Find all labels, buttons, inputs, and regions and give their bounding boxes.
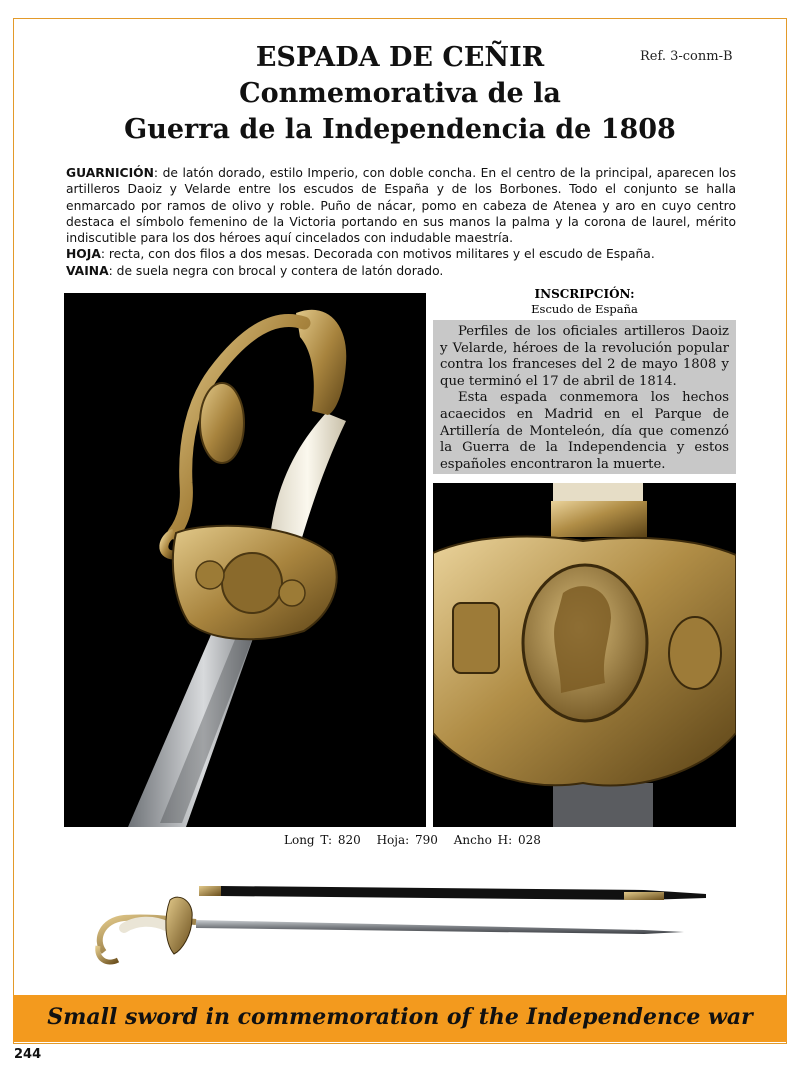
english-caption: Small sword in commemoration of the Independence war <box>47 1004 753 1030</box>
title-line-2: Conmemorativa de la <box>239 78 561 109</box>
description-block <box>66 165 736 279</box>
shell-closeup-photo <box>433 483 736 827</box>
hoja-text: : recta, con dos filos a dos mesas. Decorada con motivos militares y el escudo de España. <box>100 247 655 262</box>
reference-code: Ref. 3-conm-B <box>640 49 733 64</box>
inscription-subtitle: Escudo de España <box>531 302 638 316</box>
dim-ancho: Ancho H: 028 <box>453 833 541 847</box>
hoja-label: HOJA <box>66 247 101 262</box>
page-number: 244 <box>14 1047 42 1062</box>
sword-and-scabbard-illustration <box>84 880 724 975</box>
vaina-paragraph <box>66 263 736 279</box>
vaina-label: VAINA <box>66 263 109 278</box>
hilt-illustration <box>64 293 426 827</box>
inscription-box <box>433 320 736 474</box>
inscription-title: INSCRIPCIÓN: <box>534 287 635 301</box>
inscription-paragraph-1: Perfiles de los oficiales artilleros Daoiz y Velarde, héroes de la revolución popular contra los franceses del 2 de mayo 1808 y que terminó el 17 de abril de 1814. <box>440 324 729 389</box>
english-caption-banner <box>13 995 787 1042</box>
guarnicion-paragraph <box>66 165 736 246</box>
title-line-3: Guerra de la Independencia de 1808 <box>124 114 676 145</box>
shell-closeup-illustration <box>433 483 736 827</box>
dim-long: Long T: 820 <box>284 833 361 847</box>
vaina-text: : de suela negra con brocal y contera de latón dorado. <box>108 263 444 278</box>
hilt-photo <box>64 293 426 827</box>
full-sword-image <box>84 880 724 975</box>
inscription-paragraph-2: Esta espada conmemora los hechos acaecidos en Madrid en el Parque de Artillería de Monteleón, día que comenzó la Guerra de la Independencia y estos españoles encontraron la muerte. <box>440 390 729 472</box>
title-line-1: ESPADA DE CEÑIR <box>255 42 545 73</box>
guarnicion-text: : de latón dorado, estilo Imperio, con doble concha. En el centro de la principal, aparecen los artilleros Daoiz y Velarde entre los escudos de España y de los Borbones. Todo el conjunto se halla enmarcado por ramos de olivo y roble. Puño de nácar, pomo en cabeza de Atenea y aro en cuyo centro destaca el símbolo femenino de la Victoria portando en sus manos la palma y la corona de laurel, mérito indiscutible para los dos héroes aquí cincelados con indudable maestría. <box>66 166 736 246</box>
hoja-paragraph <box>66 246 736 262</box>
dim-hoja: Hoja: 790 <box>376 833 438 847</box>
dimensions <box>284 833 551 847</box>
guarnicion-label: GUARNICIÓN <box>66 166 154 180</box>
